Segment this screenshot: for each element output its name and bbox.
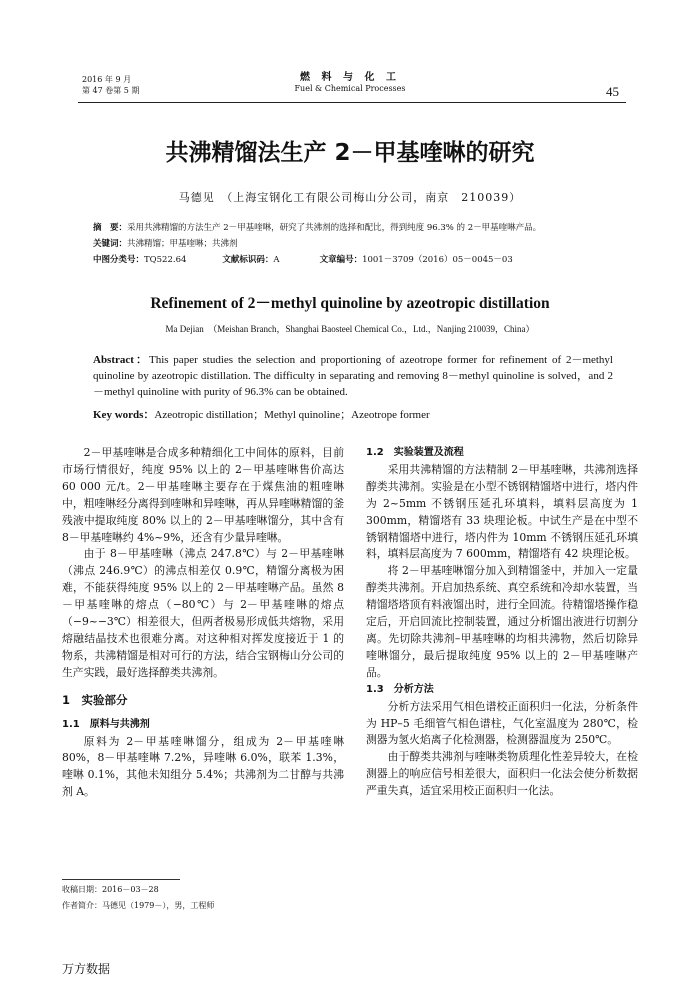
intro-paragraph-1: 2－甲基喹啉是合成多种精细化工中间体的原料，目前市场行情很好，纯度 95% 以上的 2－甲基喹啉售价高达 60 000 元/t。2－甲基喹啉主要存在于煤焦油的粗喹啉中，粗喹啉经分离得到喹啉和异喹啉，再从异喹啉精馏的釜残液中提取纯度 80% 以上的 2－甲基喹啉馏分，其中含有 8－甲基喹啉约 4%~9%，还含有少量异喹啉。 [62, 446, 344, 544]
section-heading-1-1: 1.1 原料与共沸剂 [62, 718, 150, 730]
abstract-en-label: Abstract： [93, 354, 149, 366]
journal-title-cn: 燃 料 与 化 工 [300, 72, 400, 83]
footnote-rule [62, 879, 180, 880]
analysis-paragraph: 分析方法采用气相色谱校正面积归一化法，分析条件为 HP–5 毛细管气相色谱柱，气化室温度为 280℃，检测器为氢火焰离子化检测器，检测器温度为 250℃。 [366, 699, 638, 747]
keywords-cn-label: 关键词： [93, 239, 128, 249]
header-rule [78, 102, 626, 103]
section-heading-1-2: 1.2 实验装置及流程 [366, 447, 464, 458]
paper-title-cn: 共沸精馏法生产 2－甲基喹啉的研究 [165, 140, 535, 166]
apparatus-paragraph: 采用共沸精馏的方法精制 2－甲基喹啉，共沸剂选择醇类共沸剂。实验是在小型不锈钢精馏塔中进行，塔内件为 2~5mm 不锈钢压延孔环填料，填料层高度为 1 300mm，精馏塔有 33 块理论板。中试生产是在中型不锈钢精馏塔中进行，塔内件为 10mm 不锈钢压延孔环填料，填料层高度为 7 600mm，精馏塔有 42 块理论板。 [366, 462, 638, 561]
author-affiliation-cn: 马德见 （上海宝钢化工有限公司梅山分公司，南京 210039） [178, 191, 522, 204]
abstract-cn-label: 摘 要： [93, 223, 128, 233]
doc-code-label: 文献标识码： [222, 255, 274, 265]
header-journal [0, 72, 700, 94]
footnote-author-bio: 作者简介：马德见（1979－），男，工程师 [62, 901, 215, 910]
paper-title-en: Refinement of 2－methyl quinoline by azeotropic distillation [150, 295, 550, 312]
procedure-paragraph: 将 2－甲基喹啉馏分加入到精馏釜中，并加入一定量醇类共沸剂。开启加热系统、真空系统和冷却水装置，当精馏塔塔顶有料液馏出时，进行全回流。待精馏塔操作稳定后，开启回流比控制装置，通过分析馏出液进行切割分离。先切除共沸剂–甲基喹啉的均相共沸物，然后切除异喹啉馏分，最后提取纯度 95% 以上的 2－甲基喹啉产品。 [366, 564, 638, 679]
journal-title-en: Fuel & Chemical Processes [294, 84, 406, 93]
abstract-cn-text: 采用共沸精馏的方法生产 2－甲基喹啉，研究了共沸剂的选择和配比，得到纯度 96.3% 的 2－甲基喹啉产品。 [127, 223, 542, 233]
keywords-en [93, 407, 613, 423]
article-number-value: 1001－3709（2016）05－0045－03 [362, 255, 513, 265]
page-number: 45 [606, 84, 619, 99]
clc-label: 中图分类号： [93, 255, 145, 265]
materials-paragraph: 原料为 2－甲基喹啉馏分，组成为 2－甲基喹啉 80%，8－甲基喹啉 7.2%，异喹啉 6.0%，联苯 1.3%，喹啉 0.1%，其他未知组分 5.4%；共沸剂为二甘醇与共沸剂 A。 [62, 734, 344, 799]
author-affiliation-en: Ma Dejian （Meishan Branch，Shanghai Baosteel Chemical Co.，Ltd.，Nanjing 210039，China） [165, 324, 535, 334]
keywords-cn [93, 238, 633, 250]
intro-paragraph-2: 由于 8－甲基喹啉（沸点 247.8℃）与 2－甲基喹啉（沸点 246.9℃）的沸点相差仅 0.9℃，精馏分离极为困难，不能获得纯度 95% 以上的 2－甲基喹啉产品。虽然 8－甲基喹啉的熔点（−80℃）与 2－甲基喹啉的熔点（−9~−3℃）相差很大，但两者极易形成低共熔物，采用熔融结晶技术也很难分离。对这种相对挥发度接近于 1 的物系，共沸精馏是相对可行的方法，结合宝钢梅山分公司的生产实践，最好选择醇类共沸剂。 [62, 547, 344, 679]
analysis-note-paragraph: 由于醇类共沸剂与喹啉类物质理化性差异较大，在检测器上的响应信号相差很大，面积归一化法会使分析数据严重失真，适宜采用校正面积归一化法。 [366, 750, 638, 798]
section-heading-1-3: 1.3 分析方法 [366, 683, 434, 695]
wanfang-watermark: 万方数据 [62, 962, 111, 976]
abstract-en-text: This paper studies the selection and proportioning of azeotrope former for refinement of 2－methyl quinoline by azeotropic distillation. The difficulty in separating and removing 8－methyl quinoline is solved，and 2－methyl quinoline with purity of 96.3% can be obtained. [93, 354, 613, 398]
right-column [366, 445, 638, 800]
article-number-label: 文章编号： [319, 255, 363, 265]
footnote-received-date: 收稿日期：2016－03－28 [62, 885, 159, 894]
keywords-en-label: Key words： [93, 409, 155, 421]
classification-line [93, 254, 633, 266]
header-date: 2016 年 9 月 [82, 75, 132, 84]
doc-code-value: A [273, 255, 280, 265]
keywords-en-text: Azeotropic distillation；Methyl quinoline；Azeotrope former [154, 409, 430, 421]
keywords-cn-text: 共沸精馏；甲基喹啉；共沸剂 [127, 239, 238, 249]
section-heading-1: 1 实验部分 [62, 692, 128, 707]
abstract-cn [93, 222, 633, 234]
header-volume: 第 47 卷第 5 期 [82, 86, 140, 95]
abstract-en [93, 352, 613, 400]
left-column [62, 445, 344, 801]
clc-value: TQ522.64 [144, 255, 187, 265]
